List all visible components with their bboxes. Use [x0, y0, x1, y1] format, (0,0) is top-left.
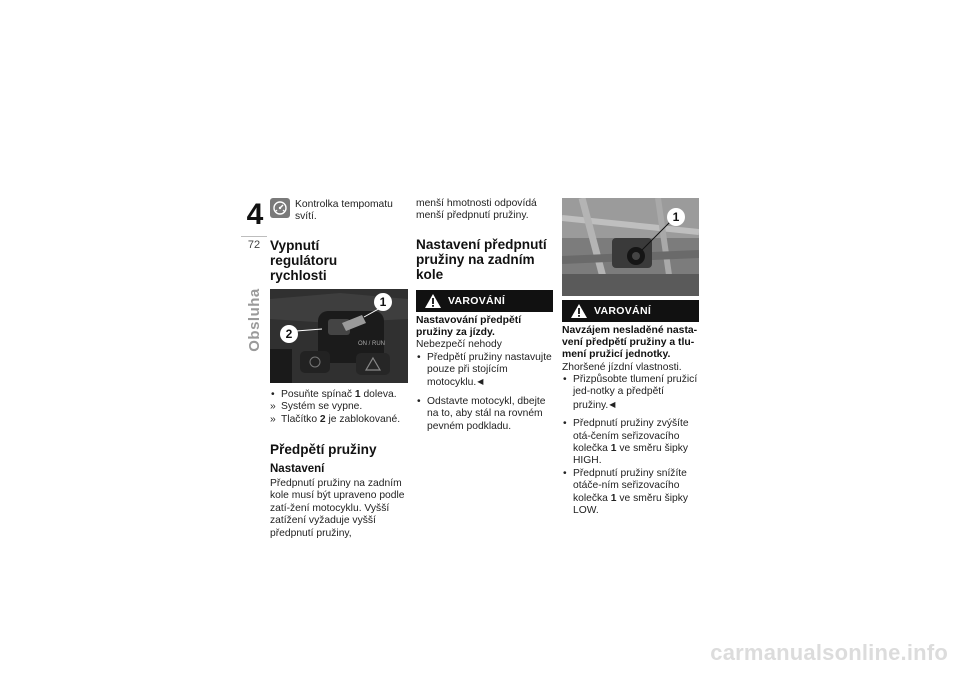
warning-title-2: Navzájem nesladěné nasta-vení předpětí pružiny a tlu-mení pružicí jednotky. [562, 325, 698, 361]
switch-legend: ON / RUN [358, 340, 385, 347]
step-increase-preload: • Předpnutí pružiny zvýšíte otá-čením seřizovacího kolečka 1 ve směru šipky HIGH. [562, 418, 699, 468]
step-move-switch: • Posuňte spínač 1 doleva. [270, 389, 410, 401]
button-ref: 2 [319, 413, 326, 425]
switch-ref: 1 [354, 388, 361, 400]
heading-spring-preload: Předpětí pružiny [270, 442, 377, 458]
preload-adjuster-photo [562, 198, 699, 296]
warning-label-2: VAROVÁNÍ [594, 304, 652, 317]
adjuster-ref: 1 [610, 492, 617, 504]
warning-hazard: Nebezpečí nehody [416, 339, 502, 351]
figure-label-adjuster: 1 [667, 208, 685, 226]
result-system-off: » Systém se vypne. [270, 401, 410, 413]
end-of-warning-icon: ◀ [477, 377, 484, 387]
step-decrease-preload: • Předpnutí pružiny snížíte otáče-ním seřizovacího kolečka 1 ve směru šipky LOW. [562, 468, 699, 518]
column-1 [270, 198, 410, 540]
column-3 [562, 198, 699, 517]
adjuster-ref: 1 [610, 443, 617, 455]
warning-bar-2 [562, 300, 699, 322]
page-number: 72 [247, 239, 261, 251]
chapter-number: 4 [246, 198, 264, 231]
indicator-row [270, 198, 410, 224]
subheading-setting: Nastavení [270, 463, 325, 476]
setting-paragraph: Předpnutí pružiny na zadním kole musí být upraveno podle zatí-žení motocyklu. Vyšší zatížení vyžaduje vyšší předpnutí pružiny, [270, 478, 405, 539]
cruise-control-indicator-icon [270, 198, 290, 218]
chapter-label: Obsluha [246, 288, 263, 352]
heading-adjust-preload: Nastavení předpnutí pružiny na zadním kole [416, 236, 547, 282]
chapter-divider [241, 236, 267, 237]
warning-triangle-icon [570, 303, 588, 319]
step-park-motorcycle: • Odstavte motocykl, dbejte na to, aby stál na rovném pevném podkladu. [416, 396, 553, 433]
figure-label-2: 2 [280, 325, 298, 343]
warning-instruction: • Předpětí pružiny nastavujte pouze při stojícím motocyklu.◀ [416, 352, 553, 390]
warning-hazard-2: Zhoršené jízdní vlastnosti. [562, 361, 682, 373]
indicator-text: Kontrolka tempomatu svítí. [295, 199, 393, 223]
warning-bar [416, 290, 553, 312]
watermark: carmanualsonline.info [710, 640, 948, 665]
warning-label: VAROVÁNÍ [448, 294, 506, 307]
column-2 [416, 198, 553, 433]
heading-cruise-off: Vypnutí regulátoru rychlosti [270, 237, 338, 283]
result-button-locked: » Tlačítko 2 je zablokované. [270, 414, 410, 426]
end-of-warning-icon: ◀ [609, 399, 616, 409]
setting-paragraph-cont: menší hmotnosti odpovídá menší předpnutí pružiny. [416, 198, 537, 222]
warning-title: Nastavování předpětí pružiny za jízdy. [416, 314, 522, 339]
figure-label-1: 1 [374, 293, 392, 311]
handlebar-switch-photo [270, 289, 408, 383]
warning-triangle-icon [424, 293, 442, 309]
warning-instruction-2: • Přizpůsobte tlumení pružicí jed-notky a předpětí pružiny.◀ [562, 374, 699, 412]
